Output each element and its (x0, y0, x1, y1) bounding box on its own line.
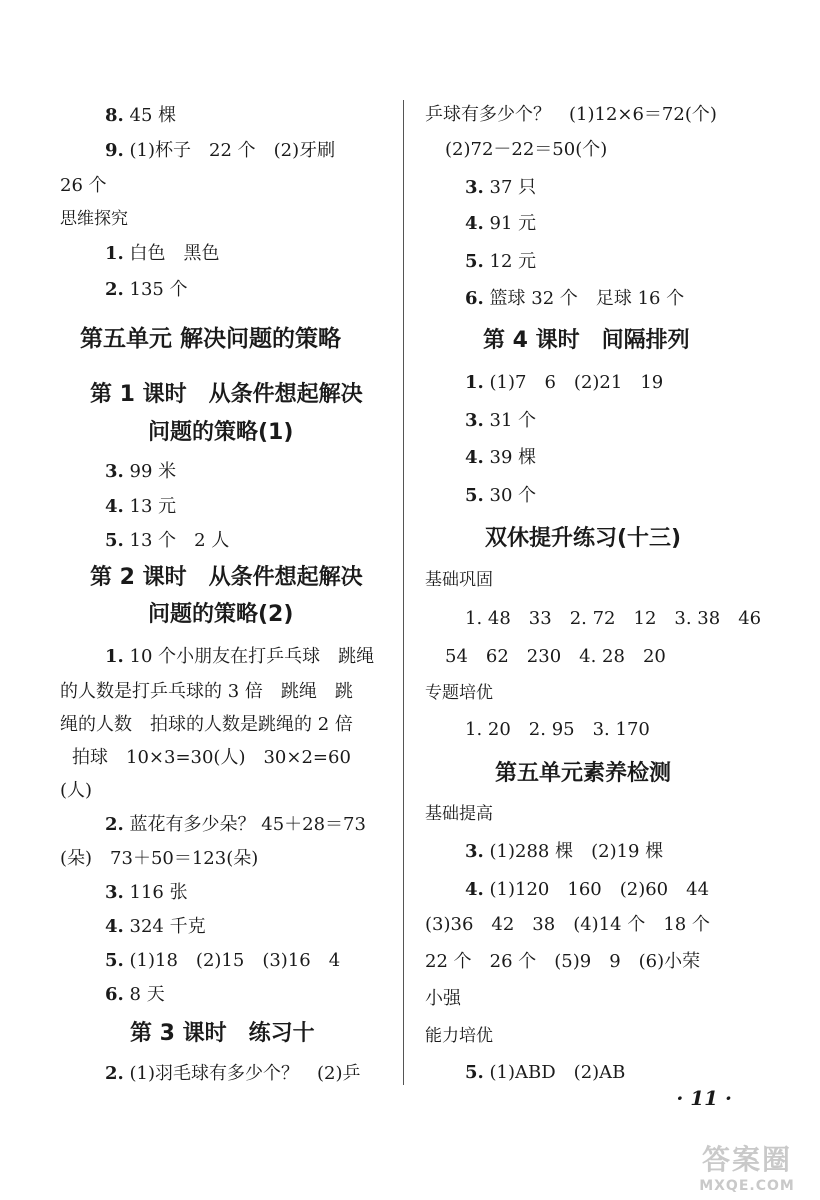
answer-line: 54 62 230 4. 28 20 (445, 646, 666, 667)
answer-line: 9. (1)杯子 22 个 (2)牙刷 (105, 140, 336, 161)
section-heading: 第五单元素养检测 (495, 761, 672, 786)
watermark-url: MXQE.COM (699, 1178, 795, 1194)
lesson-heading: 问题的策略(1) (148, 420, 294, 445)
answer-line: 2. 135 个 (105, 279, 188, 300)
answer-line: 的人数是打乒乓球的 3 倍 跳绳 跳 (60, 681, 353, 702)
answer-line: 22 个 26 个 (5)9 9 (6)小荣 (425, 951, 701, 972)
answer-line: 5. 30 个 (465, 485, 537, 506)
section-label: 能力培优 (425, 1026, 493, 1046)
answer-line: 3. 99 米 (105, 461, 177, 482)
answer-line: 6. 8 天 (105, 984, 165, 1005)
answer-line: 4. (1)120 160 (2)60 44 (465, 879, 710, 900)
answer-line: 1. (1)7 6 (2)21 19 (465, 372, 664, 393)
lesson-heading: 第 3 课时 练习十 (130, 1021, 315, 1046)
unit-heading: 第五单元 解决问题的策略 (80, 326, 342, 352)
answer-line: 1. 白色 黑色 (105, 243, 220, 264)
answer-line: 3. 116 张 (105, 882, 188, 903)
answer-line: 拍球 10×3=30(人) 30×2=60 (72, 747, 351, 768)
answer-line: 1. 20 2. 95 3. 170 (465, 719, 650, 740)
answer-line: 4. 324 千克 (105, 916, 206, 937)
column-divider (403, 100, 404, 1085)
answer-line: 5. 13 个 2 人 (105, 530, 230, 551)
answer-line: 乒球有多少个？ (1)12×6＝72(个) (425, 104, 717, 125)
section-label: 基础巩固 (425, 570, 493, 590)
lesson-heading: 第 2 课时 从条件想起解决 (90, 565, 363, 590)
answer-line: 4. 39 棵 (465, 447, 537, 468)
section-label: 基础提高 (425, 804, 493, 824)
answer-line: (2)72－22＝50(个) (445, 139, 608, 160)
answer-line: 26 个 (60, 175, 107, 196)
answer-line: 1. 48 33 2. 72 12 3. 38 46 (465, 608, 762, 629)
watermark-logo (682, 1138, 812, 1194)
answer-line: 3. (1)288 棵 (2)19 棵 (465, 841, 664, 862)
watermark-text: 答案圈 (701, 1143, 792, 1176)
lesson-heading: 第 1 课时 从条件想起解决 (90, 382, 363, 407)
answer-line: (3)36 42 38 (4)14 个 18 个 (425, 914, 710, 935)
section-label: 专题培优 (425, 683, 493, 703)
lesson-heading: 问题的策略(2) (148, 602, 294, 627)
answer-line: 5. (1)18 (2)15 (3)16 4 (105, 950, 341, 971)
answer-line: 4. 13 元 (105, 496, 177, 517)
answer-line: 6. 篮球 32 个 足球 16 个 (465, 288, 685, 309)
answer-line: 3. 31 个 (465, 410, 537, 431)
answer-line: 小强 (425, 988, 461, 1009)
answer-line: 4. 91 元 (465, 213, 537, 234)
section-label: 思维探究 (60, 209, 128, 229)
page-number: · 11 · (676, 1086, 732, 1110)
answer-line: 3. 37 只 (465, 177, 537, 198)
answer-line: 绳的人数 拍球的人数是跳绳的 2 倍 (60, 714, 353, 735)
section-heading: 双休提升练习(十三) (485, 526, 682, 551)
answer-line: 2. (1)羽毛球有多少个？ (2)乒 (105, 1063, 361, 1084)
answer-line: 2. 蓝花有多少朵？ 45＋28＝73 (105, 814, 366, 835)
answer-line: (人) (60, 780, 93, 801)
answer-line: 5. 12 元 (465, 251, 537, 272)
answer-line: 5. (1)ABD (2)AB (465, 1062, 626, 1083)
answer-line: 1. 10 个小朋友在打乒乓球 跳绳 (105, 646, 375, 667)
lesson-heading: 第 4 课时 间隔排列 (483, 328, 690, 353)
answer-line: 8. 45 棵 (105, 105, 177, 126)
answer-line: (朵) 73＋50＝123(朵) (60, 848, 259, 869)
